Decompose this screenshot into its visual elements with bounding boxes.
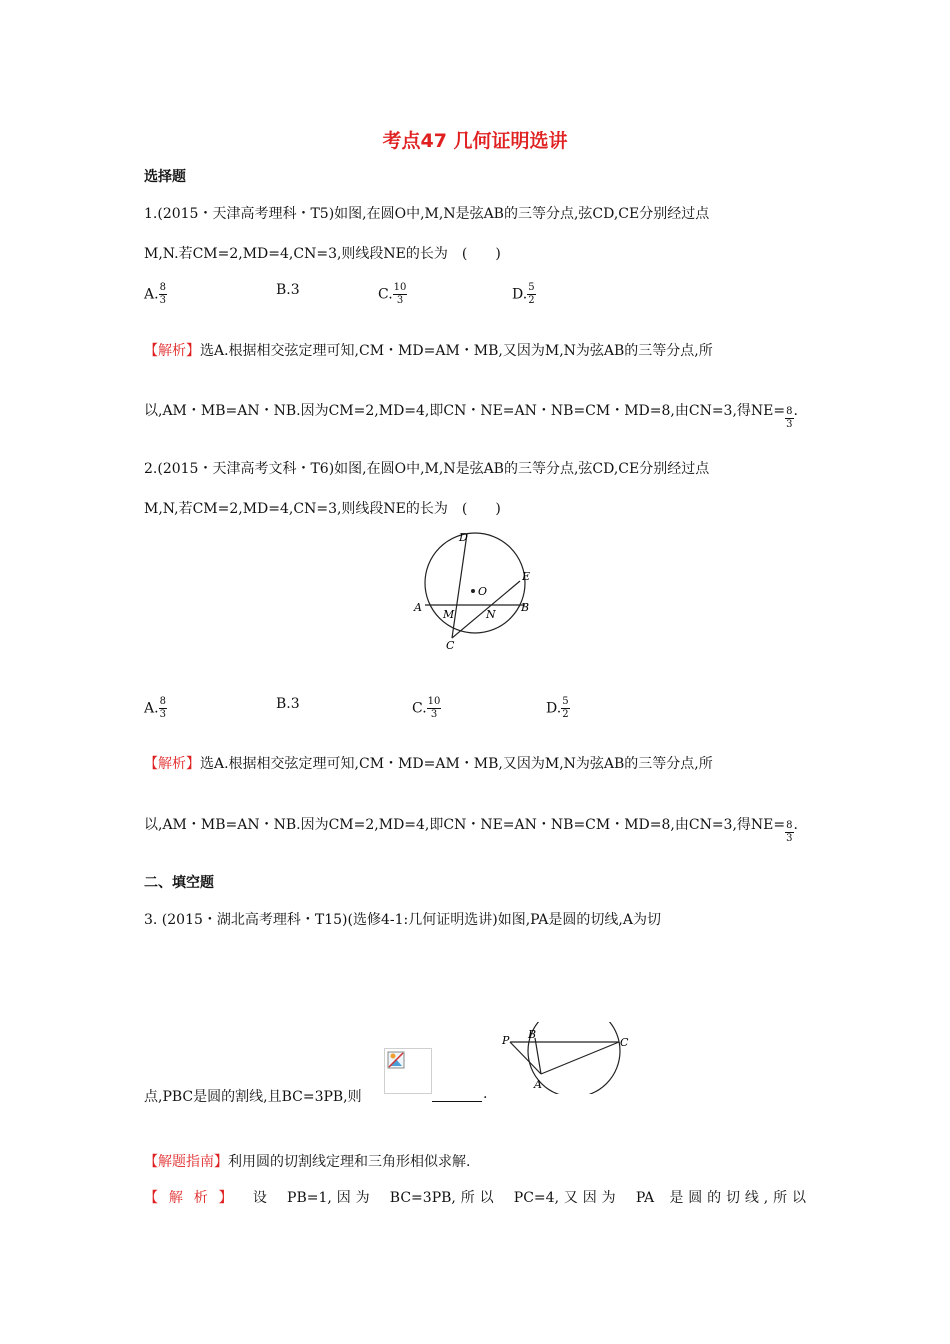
q3-line1: 3. (2015・湖北高考理科・T15)(选修4-1:几何证明选讲)如图,PA是圆的切线,A为切 [144,912,661,928]
q1-answer-line1: 【解析】选A.根据相交弦定理可知,CM・MD=AM・MB,又因为M,N为弦AB的三等分点,所 [144,343,713,359]
label-n: N [486,608,496,621]
label-b: B [528,1028,537,1041]
q2-option-a-fraction: $\frac{8}{3}$ [159,696,166,720]
q3-answer-tag: 【解析】 [144,1190,244,1206]
q2-answer-tag: 【解析】 [144,756,200,772]
q3-hint-tag: 【解题指南】 [144,1154,228,1170]
label-c: C [446,639,455,652]
q1-option-a-fraction: $\frac{8}{3}$ [159,282,166,306]
q3-line2-end: . [483,1086,488,1102]
q2-answer-line1: 【解析】选A.根据相交弦定理可知,CM・MD=AM・MB,又因为M,N为弦AB的三等分点,所 [144,756,713,772]
q2-option-a[interactable]: A. $\frac{8}{3}$ [144,696,166,720]
section-heading-choice: 选择题 [144,169,186,185]
segment-ac [541,1042,619,1074]
q3-answer-blank[interactable] [432,1090,482,1102]
q1-answer-fraction: $\frac{8}{3}$ [786,406,793,430]
q2-answer-line2: 以,AM・MB=AN・NB.因为CM=2,MD=4,即CN・NE=AN・NB=CM・MD=8,由CN=3,得NE= $\frac{8}{3}$ . [144,817,798,844]
q1-answer-tag: 【解析】 [144,343,200,359]
q1-line1: 1.(2015・天津高考理科・T5)如图,在圆O中,M,N是弦AB的三等分点,弦CD,CE分别经过点 [144,206,710,222]
q2-option-d[interactable]: D. $\frac{5}{2}$ [546,696,569,720]
label-c: C [620,1036,629,1049]
q3-line2: 点,PBC是圆的割线,且BC=3PB,则 [144,1089,362,1105]
broken-image-placeholder [384,1048,432,1094]
q2-answer-fraction: $\frac{8}{3}$ [786,820,793,844]
q2-option-c-fraction: $\frac{10}{3}$ [427,696,441,720]
q1-option-d[interactable]: D. $\frac{5}{2}$ [512,282,535,306]
q1-option-c-fraction: $\frac{10}{3}$ [393,282,407,306]
q2-line1: 2.(2015・天津高考文科・T6)如图,在圆O中,M,N是弦AB的三等分点,弦CD,CE分别经过点 [144,461,710,477]
label-b: B [521,601,530,614]
q3-answer-line1: 【解析】 设 PB=1,因为 BC=3PB,所以 PC=4,又因为 PA 是圆的切线,所以 [144,1190,806,1206]
q2-circle-figure [405,525,550,655]
q1-line2: M,N.若CM=2,MD=4,CN=3,则线段NE的长为 ( ) [144,246,501,262]
q1-option-b[interactable]: B.3 [276,282,300,298]
center-dot [471,589,475,593]
q2-option-d-fraction: $\frac{5}{2}$ [562,696,569,720]
label-o: O [478,585,488,598]
q2-option-b[interactable]: B.3 [276,696,300,712]
label-m: M [443,608,455,621]
page-title: 考点47 几何证明选讲 [382,130,568,152]
q1-option-c[interactable]: C. $\frac{10}{3}$ [378,282,407,306]
label-e: E [522,570,531,583]
label-a: A [414,601,422,614]
label-p: P [502,1034,510,1047]
q1-option-d-fraction: $\frac{5}{2}$ [528,282,535,306]
q3-secant-figure [498,1022,633,1094]
q1-option-a[interactable]: A. $\frac{8}{3}$ [144,282,166,306]
q2-line2: M,N,若CM=2,MD=4,CN=3,则线段NE的长为 ( ) [144,501,501,517]
q2-option-c[interactable]: C. $\frac{10}{3}$ [412,696,441,720]
label-d: D [459,531,468,544]
label-a: A [534,1078,542,1091]
section-heading-fill: 二、填空题 [144,875,214,891]
q3-hint: 【解题指南】利用圆的切割线定理和三角形相似求解. [144,1154,471,1170]
broken-image-icon [387,1051,405,1069]
q1-answer-line2: 以,AM・MB=AN・NB.因为CM=2,MD=4,即CN・NE=AN・NB=CM・MD=8,由CN=3,得NE= $\frac{8}{3}$ . [144,403,798,430]
chord-cd [452,534,467,638]
